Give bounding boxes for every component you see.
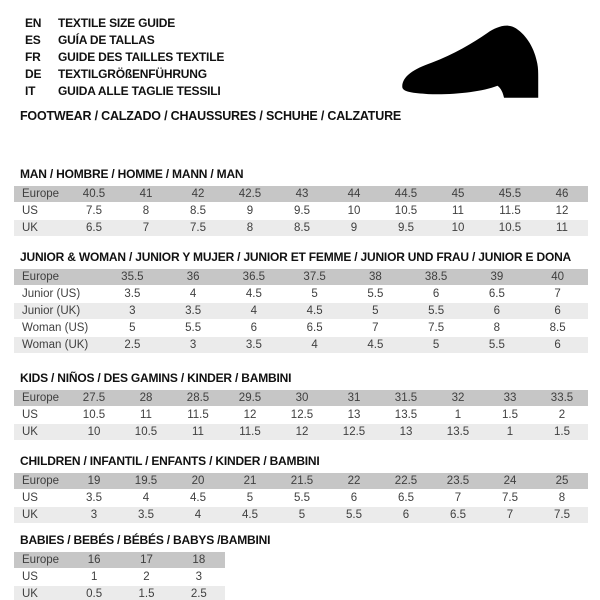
size-cell: 5 xyxy=(284,286,345,302)
size-cell: 7 xyxy=(345,320,406,336)
size-cell: 7.5 xyxy=(172,220,224,236)
size-cell: 7.5 xyxy=(536,507,588,523)
size-cell: 9 xyxy=(224,203,276,219)
size-cell: 1 xyxy=(432,407,484,423)
size-cell: 11 xyxy=(172,424,224,440)
size-cell: 2 xyxy=(120,569,172,585)
section-title-kids: KIDS / NIÑOS / DES GAMINS / KINDER / BAMBINI xyxy=(20,371,292,385)
size-cell: 28 xyxy=(120,390,172,406)
size-cell: 10 xyxy=(432,220,484,236)
size-cell: 39 xyxy=(467,269,528,285)
size-table-junior-woman xyxy=(14,268,588,354)
size-cell: 45 xyxy=(432,186,484,202)
size-cell: 7 xyxy=(120,220,172,236)
size-cell: 4 xyxy=(163,286,224,302)
size-cell: 21.5 xyxy=(276,473,328,489)
language-code: ES xyxy=(25,33,41,47)
size-cell: 11.5 xyxy=(484,203,536,219)
size-cell: 5 xyxy=(345,303,406,319)
size-cell: 6 xyxy=(527,303,588,319)
size-cell: 46 xyxy=(536,186,588,202)
size-cell: 40 xyxy=(527,269,588,285)
size-cell: 4 xyxy=(120,490,172,506)
size-cell: 5 xyxy=(406,337,467,353)
size-table-babies xyxy=(14,551,225,600)
size-cell: 6 xyxy=(224,320,285,336)
size-cell: 4 xyxy=(284,337,345,353)
size-cell: 13 xyxy=(328,407,380,423)
size-row-europe xyxy=(14,390,588,406)
section-junior-woman xyxy=(14,250,588,354)
size-cell: 32 xyxy=(432,390,484,406)
size-cell: 7 xyxy=(432,490,484,506)
size-cell: 28.5 xyxy=(172,390,224,406)
row-label: Europe xyxy=(14,269,102,285)
size-cell: 10.5 xyxy=(120,424,172,440)
size-cell: 0.5 xyxy=(68,586,120,600)
dress-shoe-icon xyxy=(393,20,578,108)
row-label: US xyxy=(14,407,68,423)
size-cell: 5 xyxy=(276,507,328,523)
size-row-junior-uk xyxy=(14,303,588,319)
size-cell: 3 xyxy=(173,569,225,585)
size-row-europe xyxy=(14,552,225,568)
size-cell: 9 xyxy=(328,220,380,236)
size-cell: 12 xyxy=(224,407,276,423)
size-cell: 8.5 xyxy=(276,220,328,236)
size-cell: 7.5 xyxy=(484,490,536,506)
size-cell: 18 xyxy=(173,552,225,568)
size-cell: 8.5 xyxy=(172,203,224,219)
language-label: GUIDE DES TAILLES TEXTILE xyxy=(58,50,225,64)
size-cell: 33.5 xyxy=(536,390,588,406)
size-cell: 7.5 xyxy=(68,203,120,219)
size-cell: 6 xyxy=(467,303,528,319)
size-cell: 22 xyxy=(328,473,380,489)
section-kids xyxy=(14,371,588,441)
size-row-europe xyxy=(14,473,588,489)
size-cell: 11.5 xyxy=(172,407,224,423)
size-cell: 8 xyxy=(224,220,276,236)
size-cell: 27.5 xyxy=(68,390,120,406)
size-cell: 8 xyxy=(467,320,528,336)
size-cell: 11 xyxy=(120,407,172,423)
size-cell: 7 xyxy=(527,286,588,302)
size-row-uk xyxy=(14,220,588,236)
size-cell: 4.5 xyxy=(172,490,224,506)
size-cell: 6.5 xyxy=(68,220,120,236)
size-cell: 5.5 xyxy=(467,337,528,353)
size-cell: 6.5 xyxy=(284,320,345,336)
size-cell: 31 xyxy=(328,390,380,406)
size-row-uk xyxy=(14,586,225,600)
row-label: US xyxy=(14,569,68,585)
section-babies xyxy=(14,533,588,600)
size-cell: 9.5 xyxy=(380,220,432,236)
size-cell: 30 xyxy=(276,390,328,406)
size-cell: 25 xyxy=(536,473,588,489)
row-label: US xyxy=(14,203,68,219)
size-cell: 1 xyxy=(484,424,536,440)
size-cell: 11.5 xyxy=(224,424,276,440)
size-cell: 1.5 xyxy=(536,424,588,440)
size-cell: 2.5 xyxy=(173,586,225,600)
row-label: Junior (UK) xyxy=(14,303,102,319)
size-cell: 5.5 xyxy=(328,507,380,523)
size-cell: 12 xyxy=(276,424,328,440)
row-label: US xyxy=(14,490,68,506)
size-cell: 41 xyxy=(120,186,172,202)
size-cell: 17 xyxy=(120,552,172,568)
row-label: Europe xyxy=(14,390,68,406)
size-cell: 29.5 xyxy=(224,390,276,406)
size-cell: 13 xyxy=(380,424,432,440)
size-cell: 40.5 xyxy=(68,186,120,202)
size-row-woman-us xyxy=(14,320,588,336)
size-cell: 11 xyxy=(536,220,588,236)
size-cell: 21 xyxy=(224,473,276,489)
size-cell: 42.5 xyxy=(224,186,276,202)
size-cell: 11 xyxy=(432,203,484,219)
size-cell: 3 xyxy=(102,303,163,319)
row-label: UK xyxy=(14,220,68,236)
size-cell: 4.5 xyxy=(224,286,285,302)
size-row-junior-us xyxy=(14,286,588,302)
section-title-children: CHILDREN / INFANTIL / ENFANTS / KINDER / BAMBINI xyxy=(20,454,320,468)
size-row-us xyxy=(14,569,225,585)
size-cell: 45.5 xyxy=(484,186,536,202)
section-man xyxy=(14,167,588,237)
size-row-europe xyxy=(14,269,588,285)
size-cell: 6 xyxy=(380,507,432,523)
size-cell: 6 xyxy=(328,490,380,506)
size-cell: 4 xyxy=(224,303,285,319)
size-cell: 31.5 xyxy=(380,390,432,406)
size-cell: 36 xyxy=(163,269,224,285)
size-cell: 3.5 xyxy=(163,303,224,319)
size-cell: 3.5 xyxy=(224,337,285,353)
size-cell: 2.5 xyxy=(102,337,163,353)
row-label: UK xyxy=(14,586,68,600)
size-cell: 6.5 xyxy=(432,507,484,523)
size-cell: 38 xyxy=(345,269,406,285)
size-cell: 5 xyxy=(224,490,276,506)
language-code: IT xyxy=(25,84,36,98)
row-label: Woman (US) xyxy=(14,320,102,336)
size-cell: 3.5 xyxy=(120,507,172,523)
size-table-children xyxy=(14,472,588,524)
size-cell: 22.5 xyxy=(380,473,432,489)
size-cell: 10.5 xyxy=(484,220,536,236)
size-row-woman-uk xyxy=(14,337,588,353)
tables-area xyxy=(0,167,600,600)
row-label: UK xyxy=(14,424,68,440)
size-cell: 19.5 xyxy=(120,473,172,489)
size-cell: 5.5 xyxy=(345,286,406,302)
size-row-us xyxy=(14,407,588,423)
size-cell: 10.5 xyxy=(380,203,432,219)
size-cell: 19 xyxy=(68,473,120,489)
size-cell: 9.5 xyxy=(276,203,328,219)
size-cell: 6 xyxy=(527,337,588,353)
size-table-man xyxy=(14,185,588,237)
size-cell: 44 xyxy=(328,186,380,202)
size-row-uk xyxy=(14,424,588,440)
row-label: Woman (UK) xyxy=(14,337,102,353)
size-cell: 38.5 xyxy=(406,269,467,285)
size-cell: 44.5 xyxy=(380,186,432,202)
size-cell: 12.5 xyxy=(328,424,380,440)
size-cell: 24 xyxy=(484,473,536,489)
size-cell: 12 xyxy=(536,203,588,219)
size-cell: 6 xyxy=(406,286,467,302)
language-label: GUIDA ALLE TAGLIE TESSILI xyxy=(58,84,221,98)
size-cell: 20 xyxy=(172,473,224,489)
size-row-europe xyxy=(14,186,588,202)
size-cell: 3 xyxy=(163,337,224,353)
language-label: TEXTILE SIZE GUIDE xyxy=(58,16,176,30)
size-cell: 35.5 xyxy=(102,269,163,285)
size-cell: 1.5 xyxy=(120,586,172,600)
size-cell: 43 xyxy=(276,186,328,202)
size-row-us xyxy=(14,490,588,506)
size-cell: 36.5 xyxy=(224,269,285,285)
size-cell: 5.5 xyxy=(276,490,328,506)
size-cell: 5.5 xyxy=(163,320,224,336)
language-code: EN xyxy=(25,16,42,30)
size-cell: 10 xyxy=(68,424,120,440)
section-children xyxy=(14,454,588,524)
section-title-junior-woman: JUNIOR & WOMAN / JUNIOR Y MUJER / JUNIOR ET FEMME / JUNIOR UND FRAU / JUNIOR E DONA xyxy=(20,250,572,264)
size-cell: 3 xyxy=(68,507,120,523)
size-cell: 33 xyxy=(484,390,536,406)
size-cell: 37.5 xyxy=(284,269,345,285)
size-cell: 10 xyxy=(328,203,380,219)
section-title-babies: BABIES / BEBÉS / BÉBÉS / BABYS /BAMBINI xyxy=(20,533,271,547)
size-cell: 42 xyxy=(172,186,224,202)
size-cell: 4 xyxy=(172,507,224,523)
size-cell: 5.5 xyxy=(406,303,467,319)
size-cell: 3.5 xyxy=(102,286,163,302)
language-label: GUÍA DE TALLAS xyxy=(58,33,155,47)
row-label: Junior (US) xyxy=(14,286,102,302)
size-cell: 16 xyxy=(68,552,120,568)
size-row-us xyxy=(14,203,588,219)
size-cell: 7.5 xyxy=(406,320,467,336)
section-title-man: MAN / HOMBRE / HOMME / MANN / MAN xyxy=(20,167,244,181)
row-label: UK xyxy=(14,507,68,523)
size-cell: 8.5 xyxy=(527,320,588,336)
size-cell: 6.5 xyxy=(467,286,528,302)
size-cell: 23.5 xyxy=(432,473,484,489)
size-cell: 7 xyxy=(484,507,536,523)
category-heading: FOOTWEAR / CALZADO / CHAUSSURES / SCHUHE / CALZATURE xyxy=(20,109,402,123)
size-cell: 13.5 xyxy=(380,407,432,423)
size-cell: 6.5 xyxy=(380,490,432,506)
size-row-uk xyxy=(14,507,588,523)
size-cell: 1.5 xyxy=(484,407,536,423)
size-cell: 8 xyxy=(120,203,172,219)
size-cell: 4.5 xyxy=(224,507,276,523)
language-label: TEXTILGRÖßENFÜHRUNG xyxy=(58,67,207,81)
language-code: DE xyxy=(25,67,42,81)
size-cell: 3.5 xyxy=(68,490,120,506)
size-cell: 10.5 xyxy=(68,407,120,423)
size-cell: 13.5 xyxy=(432,424,484,440)
size-cell: 4.5 xyxy=(284,303,345,319)
row-label: Europe xyxy=(14,473,68,489)
size-cell: 1 xyxy=(68,569,120,585)
size-table-kids xyxy=(14,389,588,441)
size-cell: 12.5 xyxy=(276,407,328,423)
size-cell: 5 xyxy=(102,320,163,336)
size-cell: 4.5 xyxy=(345,337,406,353)
row-label: Europe xyxy=(14,552,68,568)
size-cell: 2 xyxy=(536,407,588,423)
row-label: Europe xyxy=(14,186,68,202)
size-cell: 8 xyxy=(536,490,588,506)
language-code: FR xyxy=(25,50,41,64)
